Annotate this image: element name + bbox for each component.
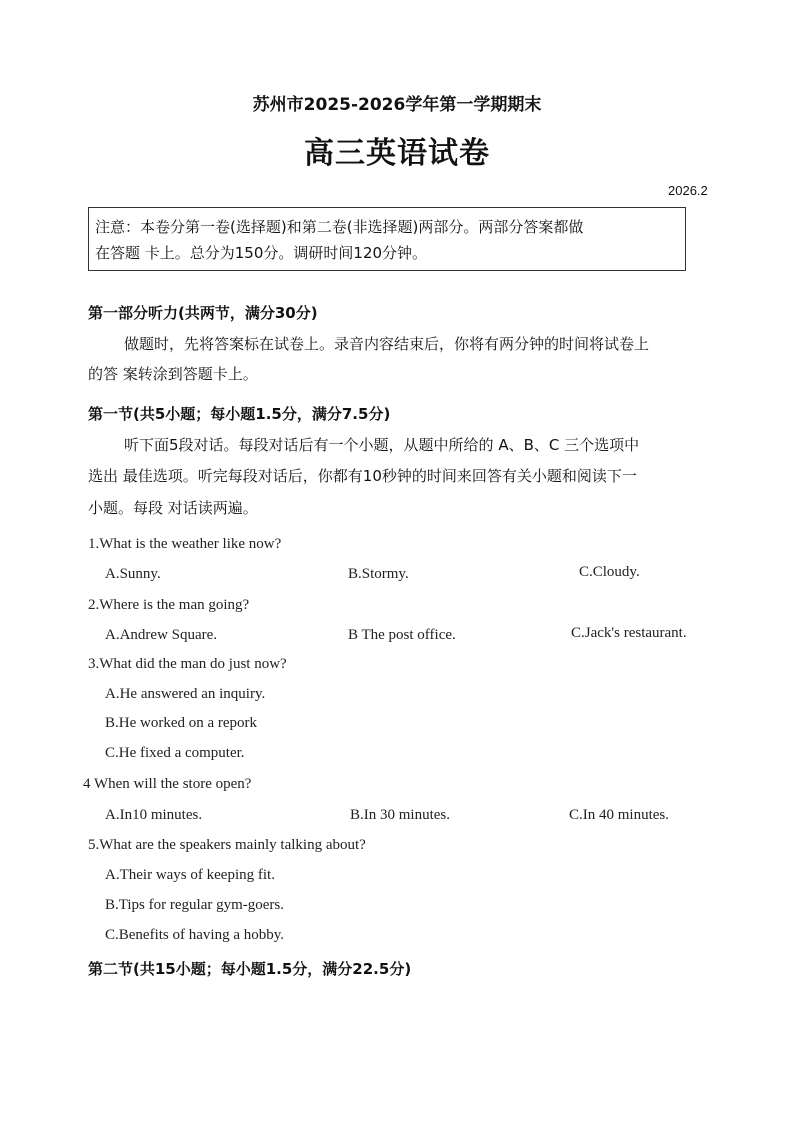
answer-option: C.He fixed a computer.	[105, 745, 245, 761]
section1-instruction-line: 小题。每段 对话读两遍。	[88, 499, 258, 517]
answer-option: A.Their ways of keeping fit.	[105, 867, 275, 883]
answer-option: B.He worked on a repork	[105, 715, 258, 731]
part1-heading: 第一部分听力(共两节，满分30分)	[88, 304, 318, 322]
section2-heading: 第二节(共15小题；每小题1.5分，满分22.5分)	[88, 960, 412, 978]
exam-title: 高三英语试卷	[304, 136, 490, 171]
exam-date: 2026.2	[668, 183, 708, 198]
answer-option: C.Jack's restaurant.	[571, 625, 687, 641]
notice-line: 在答题 卡上。总分为150分。调研时间120分钟。	[95, 244, 428, 262]
part1-instruction-line: 的答 案转涂到答题卡上。	[88, 365, 258, 383]
part1-instruction-line: 做题时，先将答案标在试卷上。录音内容结束后，你将有两分钟的时间将试卷上	[124, 335, 650, 353]
exam-subtitle: 苏州市2025-2026学年第一学期期末	[252, 95, 542, 115]
question-text: 3.What did the man do just now?	[88, 656, 287, 672]
section1-instruction-line: 听下面5段对话。每段对话后有一个小题，从题中所给的 A、B、C 三个选项中	[124, 436, 640, 454]
answer-option: C.Cloudy.	[579, 564, 640, 580]
question-text: 5.What are the speakers mainly talking about?	[88, 837, 366, 853]
answer-option: B.Tips for regular gym-goers.	[105, 897, 285, 913]
question-text: 2.Where is the man going?	[88, 597, 250, 613]
question-text: 1.What is the weather like now?	[88, 536, 282, 552]
answer-option: B The post office.	[348, 627, 456, 643]
section1-instruction-line: 选出 最佳选项。听完每段对话后，你都有10秒钟的时间来回答有关小题和阅读下一	[88, 467, 637, 485]
section1-heading: 第一节(共5小题；每小题1.5分，满分7.5分)	[88, 405, 391, 423]
notice-box	[88, 207, 686, 271]
answer-option: C.Benefits of having a hobby.	[105, 927, 284, 943]
answer-option: A.Andrew Square.	[105, 627, 218, 643]
answer-option: B.In 30 minutes.	[350, 807, 450, 823]
answer-option: C.In 40 minutes.	[569, 807, 669, 823]
answer-option: A.In10 minutes.	[105, 807, 203, 823]
answer-option: B.Stormy.	[348, 566, 409, 582]
answer-option: A.He answered an inquiry.	[105, 686, 266, 702]
notice-line: 注意：本卷分第一卷(选择题)和第二卷(非选择题)两部分。两部分答案都做	[95, 218, 584, 236]
answer-option: A.Sunny.	[105, 566, 161, 582]
question-text: 4 When will the store open?	[83, 776, 252, 792]
